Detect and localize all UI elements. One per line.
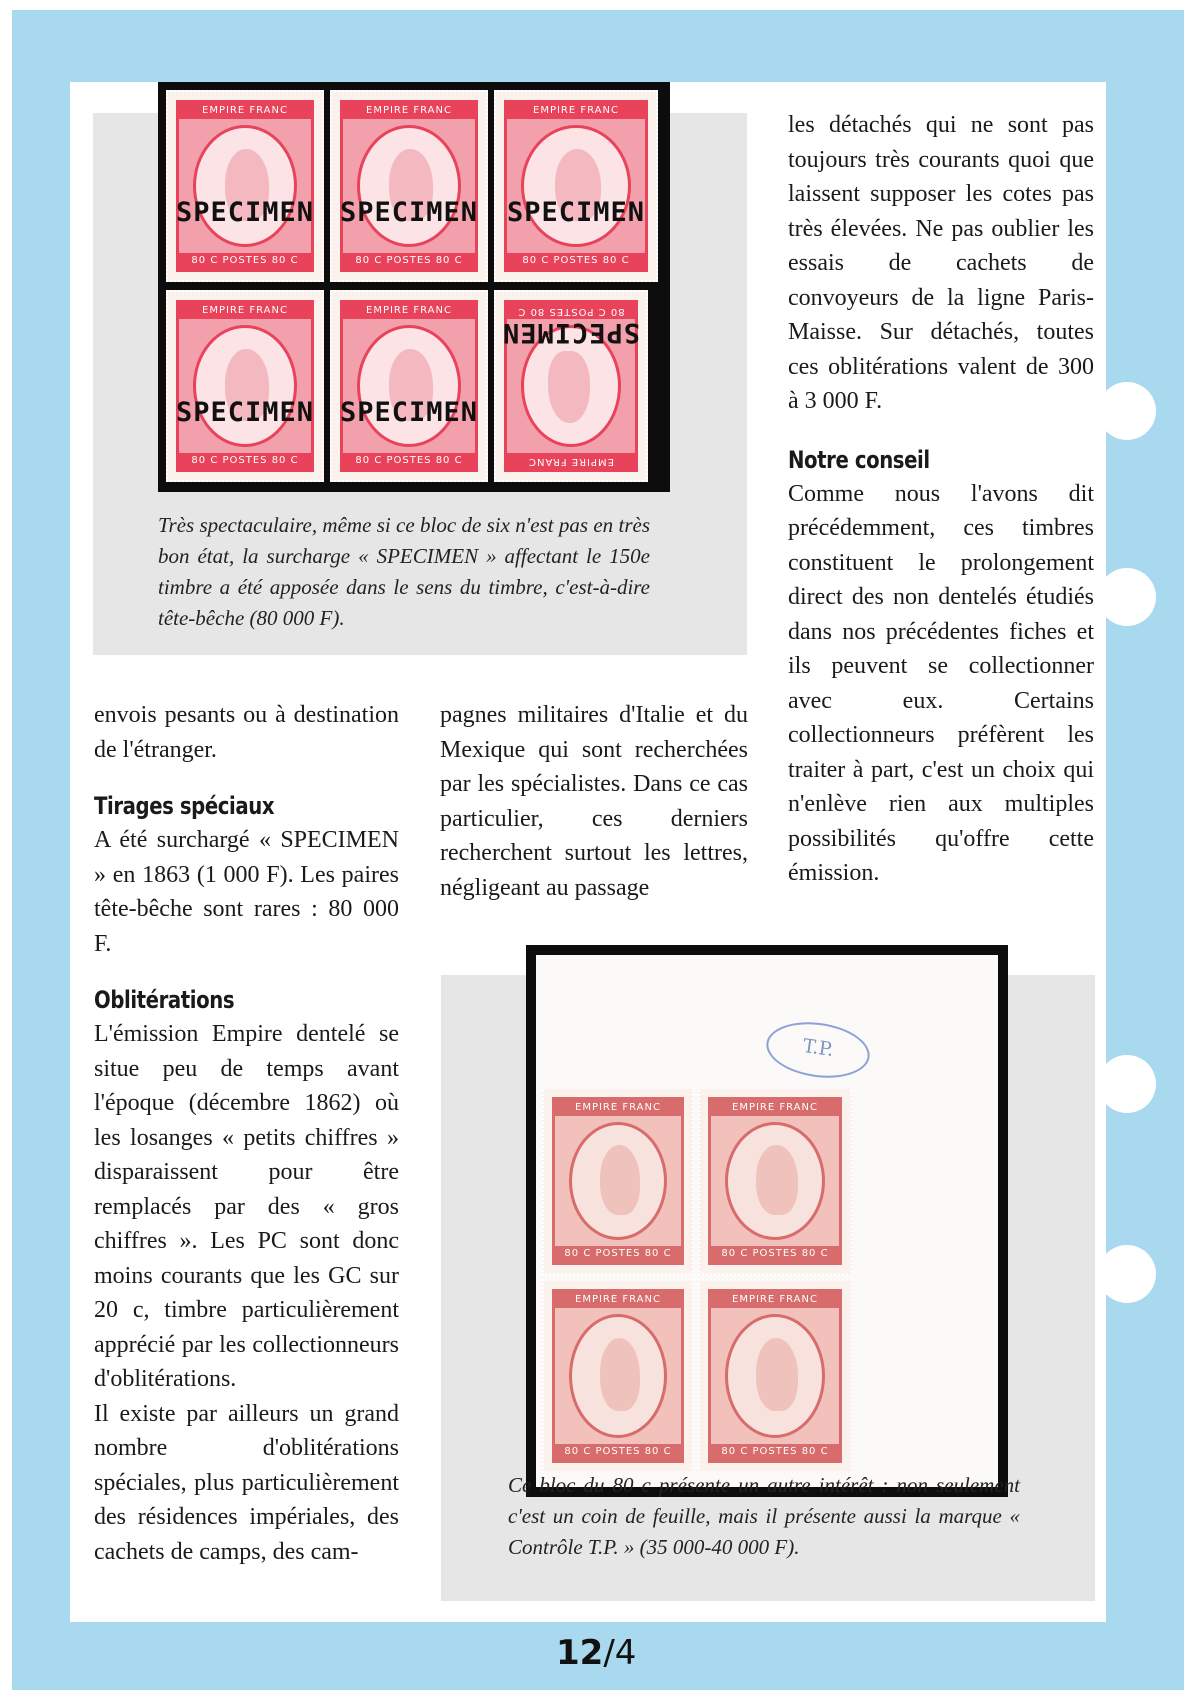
specimen-stamp-block [158, 82, 670, 492]
page-number-main: 12 [556, 1633, 604, 1673]
col3-text-top: les détachés qui ne sont pas toujours très courants quoi que laissent supposer les cotes pas très élevées. Ne pas oublier les essais de cachets de convoyeurs de la ligne Paris-Maisse. Sur détachés, toutes ces oblitérations valent de 300 à 3 000 F. [788, 112, 1094, 414]
col1-para1: A été surchargé « SPECIMEN » en 1863 (1 000 F). Les paires tête-bêche sont rares : 80 000 F. [94, 827, 399, 957]
controle-tp-mark: T.P. [763, 1016, 874, 1084]
stamp-80c-1 [542, 1087, 694, 1275]
stamp-top-legend: EMPIRE FRANC [711, 1292, 839, 1308]
stamp-3 [494, 90, 658, 282]
col1-continued-text: envois pesants ou à destination de l'étranger. [94, 702, 399, 763]
specimen-overprint: SPECIMEN [339, 197, 479, 229]
stamp-bottom-legend: 80 C POSTES 80 C [179, 453, 311, 469]
stamp-80c-2 [698, 1087, 852, 1275]
column-1 [94, 698, 399, 1569]
stamp-bottom-legend: 80 C POSTES 80 C [507, 303, 635, 319]
col1-para3: Il existe par ailleurs un grand nombre d'oblitérations spéciales, plus particulièrement des résidences impériales, des cachets de camps, des cam- [94, 1400, 399, 1565]
binder-hole-1 [1098, 382, 1156, 440]
stamp-bottom-legend: 80 C POSTES 80 C [179, 253, 311, 269]
stamp-5 [330, 290, 488, 482]
stamp-1 [166, 90, 324, 282]
heading-obliterations: Oblitérations [94, 986, 235, 1014]
col2-text: pagnes militaires d'Italie et du Mexique qui sont recherchées par les spécialistes. Dans ce cas particulier, ces derniers recherchent surtout les lettres, négligeant au passage [440, 702, 748, 901]
column-2 [440, 698, 748, 905]
binder-hole-4 [1098, 1245, 1156, 1303]
stamp-80c-4 [698, 1279, 852, 1473]
stamp-top-legend: EMPIRE FRANC [555, 1100, 681, 1116]
stamp-80c-3 [542, 1279, 694, 1473]
figure2-caption: Ce bloc du 80 c présente un autre intérêt : non seulement c'est un coin de feuille, mais il présente aussi la marque « Contrôle T.P. » (35 000-40 000 F). [508, 1473, 1020, 1559]
specimen-overprint: SPECIMEN [175, 197, 315, 229]
stamp-bottom-legend: 80 C POSTES 80 C [711, 1444, 839, 1460]
specimen-overprint: SPECIMEN [175, 397, 315, 429]
heading-tirages-speciaux: Tirages spéciaux [94, 792, 275, 820]
column-3 [788, 108, 1094, 891]
stamp-top-legend: EMPIRE FRANC [711, 1100, 839, 1116]
stamp-top-legend: EMPIRE FRANC [179, 303, 311, 319]
stamp-2 [330, 90, 488, 282]
stamp-top-legend: EMPIRE FRANC [507, 453, 635, 469]
stamp-bottom-legend: 80 C POSTES 80 C [711, 1246, 839, 1262]
stamp-bottom-legend: 80 C POSTES 80 C [555, 1444, 681, 1460]
stamp-4 [166, 290, 324, 482]
binder-hole-3 [1098, 1055, 1156, 1113]
page-number-sub: /4 [603, 1633, 637, 1673]
col3-text-bottom: Comme nous l'avons dit précédemment, ces timbres constituent le prolongement direct des non dentelés étudiés dans nos précédentes fiches et ils peuvent se collectionner avec eux. Certains collectionneurs préfèrent les traiter à part, c'est un choix qui n'enlève rien aux multiples possibilités qu'offre cette émission. [788, 480, 1094, 886]
specimen-overprint: SPECIMEN [506, 197, 646, 229]
corner-sheet-block [526, 945, 1008, 1497]
stamp-top-legend: EMPIRE FRANC [343, 103, 475, 119]
col1-para2: L'émission Empire dentelé se situe peu de temps avant l'époque (décembre 1862) où les losanges « petits chiffres » disparaissent pour être remplacés par des « gros chiffres ». Les PC sont donc moins courants que les GC sur 20 c, timbre particulièrement apprécié par les collectionneurs d'oblitérations. [94, 1021, 399, 1392]
stamp-top-legend: EMPIRE FRANC [507, 103, 645, 119]
stamp-top-legend: EMPIRE FRANC [179, 103, 311, 119]
heading-notre-conseil: Notre conseil [788, 445, 930, 474]
stamp-bottom-legend: 80 C POSTES 80 C [555, 1246, 681, 1262]
specimen-overprint: SPECIMEN [501, 317, 641, 349]
page-number [556, 1633, 636, 1673]
specimen-overprint: SPECIMEN [339, 397, 479, 429]
stamp-6-tete-beche [494, 290, 648, 482]
stamp-bottom-legend: 80 C POSTES 80 C [507, 253, 645, 269]
binder-hole-2 [1098, 568, 1156, 626]
stamp-top-legend: EMPIRE FRANC [343, 303, 475, 319]
stamp-bottom-legend: 80 C POSTES 80 C [343, 253, 475, 269]
stamp-top-legend: EMPIRE FRANC [555, 1292, 681, 1308]
figure1-caption: Très spectaculaire, même si ce bloc de six n'est pas en très bon état, la surcharge « SPECIMEN » affectant le 150e timbre a été apposée dans le sens du timbre, c'est-à-dire tête-bêche (80 000 F). [158, 513, 650, 630]
stamp-bottom-legend: 80 C POSTES 80 C [343, 453, 475, 469]
